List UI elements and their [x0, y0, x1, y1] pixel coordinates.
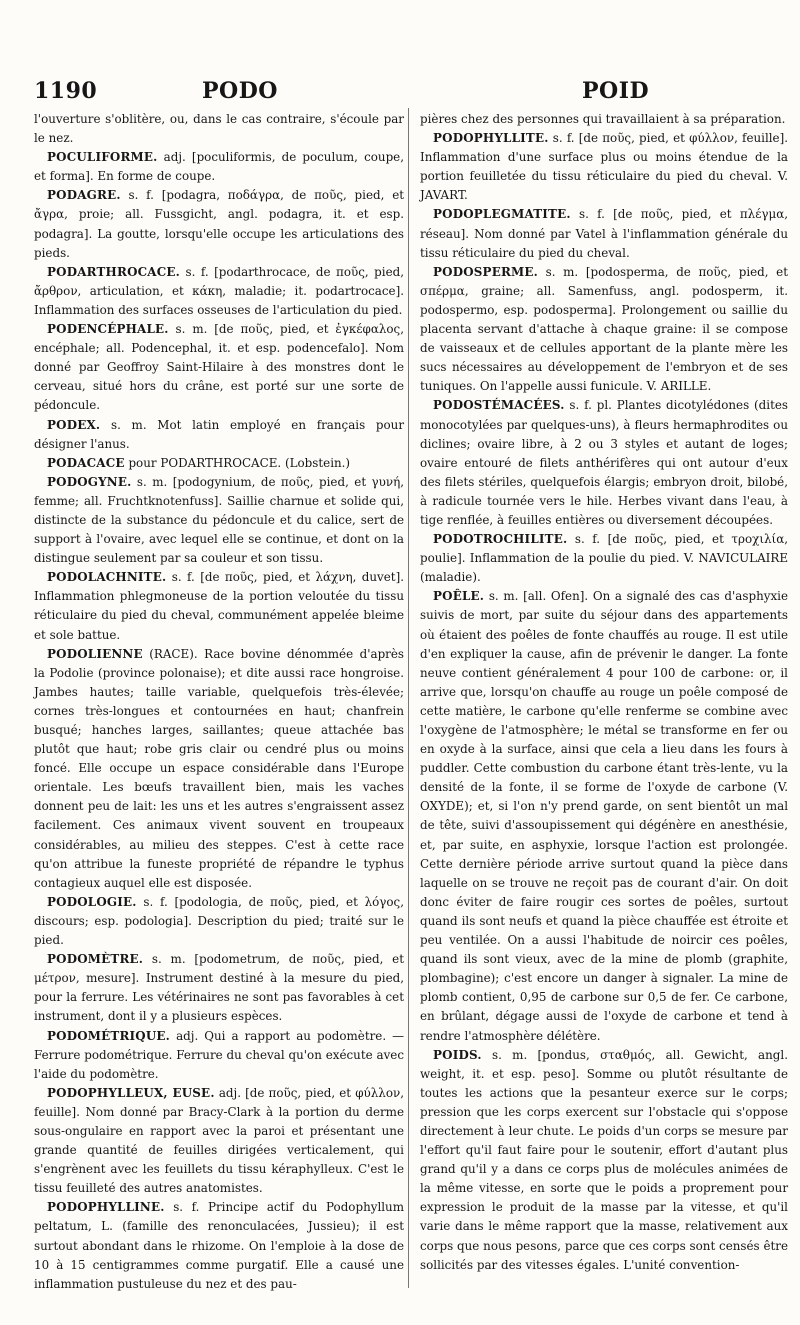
entry-headword: PODOMÈTRE. [47, 952, 144, 967]
entry-text: s. f. pl. Plantes dicotylédones (dites monocotylées par quelques-uns), à fleurs hermaphrodites ou diclines; ovaire libre, à 2 ou 3 styles et autant de loges; ovaire entouré de filets anthérifères qui ont autour d'eux des filets stériles, quelquefois élargis; embryon droit, bilobé, à radicule tournée vers le hile. Herbes vivant dans l'eau, à tige renflée, à feuilles entières ou diversement découpées. [420, 398, 788, 527]
entry-text: (RACE). Race bovine dénommée d'après la Podolie (province polonaise); et dite aussi race hongroise. Jambes hautes; taille variable, quelquefois très-élevée; cornes très-longues et contournées en haut; chanfrein busqué; hanches larges, saillantes; queue attachée bas plutôt que haut; robe gris clair ou cendré plus ou moins foncé. Elle occupe un espace considérable dans l'Europe orientale. Les bœufs travaillent bien, mais les vaches donnent peu de lait: les uns et les autres s'engraissent assez facilement. Ces animaux vivent souvent en troupeaux considérables, au milieu des steppes. C'est à cette race qu'on attribue la funeste propriété de répandre le typhus contagieux auquel elle est disposée. [34, 646, 404, 890]
dictionary-entry [34, 473, 404, 568]
dictionary-entry [420, 587, 788, 1045]
entry-headword: POÊLE. [433, 589, 485, 604]
entry-text: s. f. Principe actif du Podophyllum peltatum, L. (famille des renonculacées, Jussieu); il est surtout abondant dans le rhizome. On l'emploie à la dose de 10 à 15 centigrammes comme purgatif. Elle a causé une inflammation pustuleuse du nez et des pau- [34, 1200, 404, 1291]
entry-continuation [34, 110, 404, 148]
entry-text: s. f. [de ποῦς, pied, et τροχιλία, poulie]. Inflammation de la poulie du pied. V. NAVICULAIRE (maladie). [420, 532, 788, 585]
entry-headword: PODOMÉTRIQUE. [47, 1028, 171, 1043]
dictionary-entry [34, 1084, 404, 1199]
right-running-head: POID [582, 78, 650, 104]
entry-headword: PODOSTÉMACÉES. [433, 398, 565, 413]
entry-text: adj. Qui a rapport au podomètre. — Ferrure podométrique. Ferrure du cheval qu'on exécute avec l'aide du podomètre. [34, 1028, 405, 1081]
entry-headword: POCULIFORME. [47, 150, 158, 165]
dictionary-entry [34, 416, 404, 454]
dictionary-entry [420, 129, 788, 205]
entry-text: s. f. [podarthrocace, de ποῦς, pied, ἄρθρον, articulation, et κάκη, maladie; it. podartrocace]. Inflammation des surfaces osseuses de l'articulation du pied. [34, 264, 405, 317]
dictionary-entry [34, 950, 404, 1026]
entry-text: s. m. Mot latin employé en français pour désigner l'anus. [34, 417, 405, 451]
right-column [420, 110, 788, 1275]
entry-text: adj. [poculiformis, de poculum, coupe, et forma]. En forme de coupe. [34, 150, 404, 184]
entry-text: s. m. [de ποῦς, pied, et ἐγκέφαλος, encéphale; all. Podencephal, it. et esp. podencefalo]. Nom donné par Geoffroy Saint-Hilaire à des monstres dont le cerveau, situé hors du crâne, est porté sur une sorte de pédoncule. [34, 322, 404, 413]
entry-text: s. m. [podosperma, de ποῦς, pied, et σπέρμα, graine; all. Samenfuss, angl. podosperm, it. podospermo, esp. podosperma]. Prolongement ou saillie du placenta servant d'attache à chaque graine: il se compose de vaisseaux et de cellules apportant de la plante mère les sucs nécessaires au développement de l'embryon et de ses tuniques. On l'appelle aussi funicule. V. ARILLE. [420, 264, 788, 394]
dictionary-entry [34, 893, 404, 950]
dictionary-entry [34, 186, 404, 262]
dictionary-entry [34, 568, 404, 644]
entry-text: pières chez des personnes qui travaillaient à sa préparation. [420, 112, 786, 126]
entry-headword: PODOPLEGMATITE. [433, 207, 571, 222]
entry-text: s. f. [de ποῦς, pied, et πλέγμα, réseau]. Nom donné par Vatel à l'inflammation générale du tissu réticulaire du pied du cheval. [420, 207, 788, 260]
left-running-head: PODO [202, 78, 278, 104]
dictionary-entry [420, 530, 788, 587]
entry-headword: PODOPHYLLITE. [433, 131, 549, 146]
entry-headword: PODAGRE. [47, 188, 121, 203]
entry-text: adj. [de ποῦς, pied, et φύλλον, feuille]. Nom donné par Bracy-Clark à la portion du derme sous-ongulaire en rapport avec la paroi et présentant une grande quantité de feuilles dirigées verticalement, qui s'engrènent avec les feuillets du tissu kéraphylleux. C'est le tissu feuilleté des autres anatomistes. [34, 1085, 404, 1196]
dictionary-entry [34, 645, 404, 893]
entry-headword: PODARTHROCACE. [47, 264, 180, 279]
entry-text: s. m. [podometrum, de ποῦς, pied, et μέτρον, mesure]. Instrument destiné à la mesure du pied, pour la ferrure. Les vétérinaires ne sont pas favorables à cet instrument, dont il y a plusieurs espèces. [34, 952, 405, 1024]
left-column [34, 110, 404, 1294]
entry-headword: PODOLOGIE. [47, 894, 137, 909]
dictionary-entry [34, 263, 404, 320]
dictionary-entry [34, 320, 404, 415]
entry-text: l'ouverture s'oblitère, ou, dans le cas contraire, s'écoule par le nez. [34, 112, 404, 146]
page-number: 1190 [34, 78, 98, 104]
entry-text: pour PODARTHROCACE. (Lobstein.) [128, 455, 351, 470]
entry-text: s. f. [podagra, ποδάγρα, de ποῦς, pied, et ἄγρα, proie; all. Fussgicht, angl. podagra, it. et esp. podagra]. La goutte, lorsqu'elle occupe les articulations des pieds. [34, 188, 405, 260]
entry-headword: PODOPHYLLEUX, EUSE. [47, 1085, 215, 1100]
entry-headword: PODOLACHNITE. [47, 570, 167, 585]
entry-text: s. f. [de ποῦς, pied, et λάχνη, duvet]. Inflammation phlegmoneuse de la portion veloutée du tissu réticulaire du pied du cheval, communément appelée bleime et sole battue. [34, 570, 405, 642]
entry-continuation [420, 110, 788, 129]
entry-headword: PODEX. [47, 417, 101, 432]
entry-text: s. f. [de ποῦς, pied, et φύλλον, feuille]. Inflammation d'une surface plus ou moins étendue de la portion feuilletée du tissu réticulaire du pied du cheval. V. JAVART. [420, 131, 789, 203]
column-divider [408, 108, 409, 1288]
entry-headword: PODOGYNE. [47, 474, 132, 489]
dictionary-entry [34, 454, 404, 473]
entry-text: s. m. [podogynium, de ποῦς, pied, et γυνή, femme; all. Fruchtknotenfuss]. Saillie charnue et solide qui, distincte de la substance du pédoncule et du calice, sert de support à l'ovaire, avec lequel elle se continue, et dont on la distingue seulement par sa couleur et son tissu. [34, 474, 404, 566]
entry-headword: PODOSPERME. [433, 264, 539, 279]
dictionary-entry [420, 1046, 788, 1275]
entry-headword: PODOLIENNE [47, 646, 143, 661]
entry-headword: PODACACE [47, 455, 125, 470]
entry-headword: PODOTROCHILITE. [433, 532, 568, 547]
entry-text: s. f. [podologia, de ποῦς, pied, et λόγος, discours; esp. podologia]. Description du pied; traité sur le pied. [34, 894, 404, 948]
dictionary-entry [34, 148, 404, 186]
page-header [34, 78, 778, 106]
dictionary-entry [34, 1027, 404, 1084]
dictionary-entry [420, 205, 788, 262]
dictionary-entry [420, 396, 788, 530]
entry-text: s. m. [all. Ofen]. On a signalé des cas d'asphyxie suivis de mort, par suite du séjour dans des appartements où étaient des poêles de fonte chauffés au rouge. Il est utile d'en expliquer la cause, afin de prévenir le danger. La fonte neuve contient généralement 4 pour 100 de carbone: or, il arrive que, lorsqu'on chauffe au rouge un poêle composé de cette matière, le carbone qu'elle renferme se combine avec l'oxygène de l'atmosphère; le métal se transforme en fer ou en oxyde à la surface, ainsi que cela a lieu dans les fours à puddler. Cette combustion du carbone étant très-lente, vu la densité de la fonte, il se forme de l'oxyde de carbone (V. OXYDE); et, si l'on n'y prend garde, on sent bientôt un mal de tête, suivi d'assoupissement qui dégénère en anesthésie, et, par suite, en asphyxie, lorsque l'action est prolongée. Cette dernière période arrive surtout quand la pièce dans laquelle on se trouve ne reçoit pas de courant d'air. On doit donc éviter de faire rougir ces sortes de poêles, surtout quand ils sont neufs et quand la pièce chauffée est étroite et peu ventilée. On a aussi l'habitude de noircir ces poêles, quand ils sont vieux, avec de la mine de plomb (graphite, plombagine); c'est encore un danger à signaler. La mine de plomb contient, 0,95 de carbone sur 0,5 de fer. Ce carbone, en brûlant, dégage aussi de l'oxyde de carbone et tend à rendre l'atmosphère délétère. [420, 589, 789, 1043]
entry-headword: POIDS. [433, 1047, 482, 1062]
entry-text: s. m. [pondus, σταθμός, all. Gewicht, angl. weight, it. et esp. peso]. Somme ou plutôt résultante de toutes les actions que la pesanteur exerce sur le corps; pression que les corps exercent sur l'obstacle qui s'oppose directement à leur chute. Le poids d'un corps se mesure par l'effort qu'il faut faire pour le soutenir, effort d'autant plus grand qu'il y a dans ce corps plus de molécules animées de la même vitesse, en sorte que le poids a proprement pour expression le produit de la masse par la vitesse, et qu'il varie dans le même rapport que la masse, relativement aux corps que nous pesons, parce que ces corps sont censés être sollicités par des vitesses égales. L'unité convention- [420, 1047, 788, 1272]
dictionary-entry [34, 1198, 404, 1293]
dictionary-entry [420, 263, 788, 397]
entry-headword: PODOPHYLLINE. [47, 1200, 165, 1215]
entry-headword: PODENCÉPHALE. [47, 322, 169, 337]
